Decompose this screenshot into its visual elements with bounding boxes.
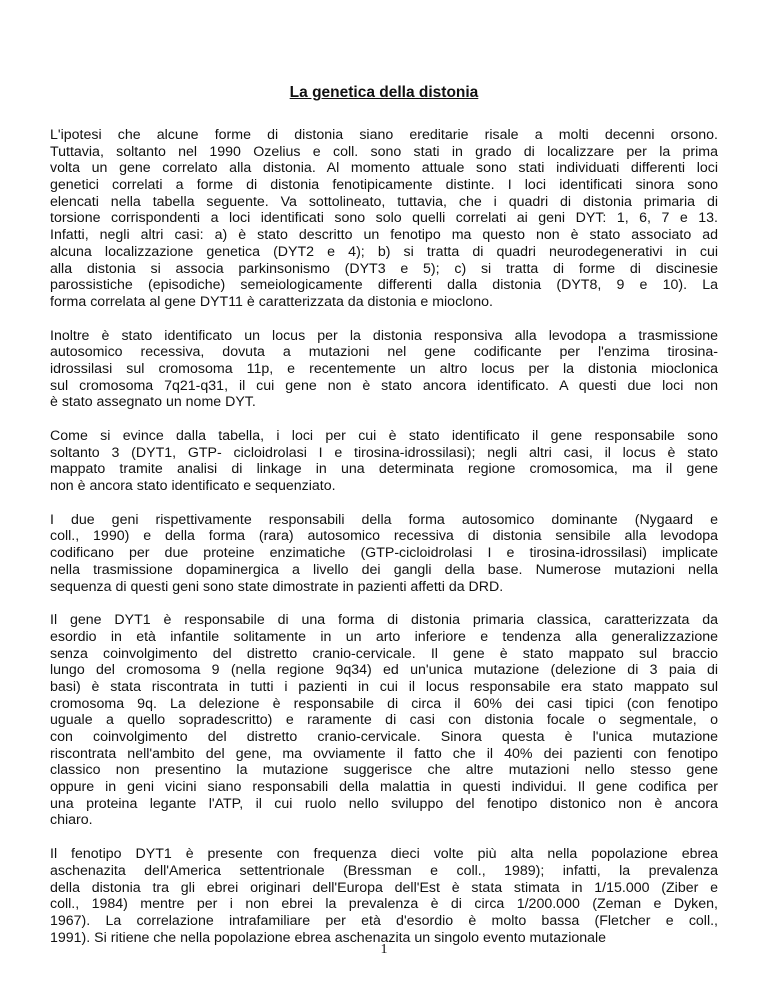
text-line: forma correlata al gene DYT11 è caratterizzata da distonia e mioclono. [50, 293, 493, 310]
paragraph [50, 328, 718, 411]
paragraph [50, 428, 718, 495]
text-line: alcuna localizzazione genetica (DYT2 e 4); b) si tratta di quadri neurodegenerativi in cui [50, 243, 718, 260]
text-line: alla distonia si associa parkinsonismo (DYT3 e 5); c) si tratta di forme di discinesie [50, 260, 718, 277]
text-line: Infatti, negli altri casi: a) è stato descritto un fenotipo ma questo non è stato associato ad [50, 227, 718, 244]
text-line: Tuttavia, soltanto nel 1990 Ozelius e coll. sono stati in grado di localizzare per la prima [50, 143, 718, 160]
text-line: classico non presentino la mutazione suggerisce che altre mutazioni nello stesso gene [50, 762, 718, 779]
document-body [50, 127, 718, 963]
text-line: mappato tramite analisi di linkage in una determinata regione cromosomica, ma il gene [50, 461, 718, 478]
text-line: basi) è stata riscontrata in tutti i pazienti in cui il locus responsabile era stato mappato sul [50, 678, 718, 695]
text-line: riscontrata nell'ambito del gene, ma ovviamente il fatto che il 40% dei pazienti con fenotipo [50, 745, 718, 762]
text-line: 1967). La correlazione intrafamiliare per età d'esordio è molto bassa (Fletcher e coll., [50, 912, 718, 929]
text-line: uguale a quello sopradescritto) e raramente di casi con distonia focale o segmentale, o [50, 712, 718, 729]
text-line: coll., 1984) mentre per i non ebrei la prevalenza è di circa 1/200.000 (Zeman e Dyken, [50, 896, 718, 913]
text-line: lungo del cromosoma 9 (nella regione 9q34) ed un'unica mutazione (delezione di 3 paia di [50, 662, 718, 679]
text-line: Il fenotipo DYT1 è presente con frequenza dieci volte più alta nella popolazione ebrea [50, 846, 718, 863]
text-line: soltanto 3 (DYT1, GTP- cicloidrolasi I e tirosina-idrossilasi); negli altri casi, il locus è stato [50, 444, 718, 461]
text-line: coll., 1990) e della forma (rara) autosomico recessiva di distonia sensibile alla levodopa [50, 528, 718, 545]
text-line: volta un gene correlato alla distonia. Al momento attuale sono stati individuati differenti loci [50, 160, 718, 177]
text-line: I due geni rispettivamente responsabili della forma autosomico dominante (Nygaard e [50, 511, 718, 528]
text-line: aschenazita dell'America settentrionale (Bressman e coll., 1989); infatti, la prevalenza [50, 862, 718, 879]
text-line: autosomico recessiva, dovuta a mutazioni nel gene codificante per l'enzima tirosina- [50, 344, 718, 361]
text-line: non è ancora stato identificato e sequenziato. [50, 478, 336, 495]
text-line: è stato assegnato un nome DYT. [50, 394, 256, 411]
text-line: elencati nella tabella seguente. Va sottolineato, tuttavia, che i quadri di distonia primaria di [50, 193, 718, 210]
text-line: senza coinvolgimento del distretto cranio-cervicale. Il gene è stato mappato sul braccio [50, 645, 718, 662]
text-line: Il gene DYT1 è responsabile di una forma di distonia primaria classica, caratterizzata da [50, 612, 718, 629]
paragraph [50, 612, 718, 829]
text-line: con coinvolgimento del distretto cranio-cervicale. Sinora questa è l'unica mutazione [50, 729, 718, 745]
paragraph [50, 846, 718, 946]
paragraph [50, 127, 718, 311]
text-line: chiaro. [50, 812, 93, 829]
paragraph [50, 512, 718, 595]
text-line: codificano per due proteine enzimatiche (GTP-cicloidrolasi I e tirosina-idrossilasi) implicate [50, 545, 718, 562]
page-title: La genetica della distonia [289, 84, 479, 101]
text-line: torsione corrispondenti a loci identificati sono solo quelli correlati ai geni DYT: 1, 6, 7 e 13. [50, 210, 718, 227]
text-line: sequenza di questi geni sono state dimostrate in pazienti affetti da DRD. [50, 578, 504, 595]
text-line: della distonia tra gli ebrei originari dell'Europa dell'Est è stata stimata in 1/15.000 (Ziber e [50, 879, 718, 896]
text-line: L'ipotesi che alcune forme di distonia siano ereditarie risale a molti decenni orsono. [50, 127, 718, 143]
text-line: esordio in età infantile solitamente in un arto inferiore e tendenza alla generalizzazione [50, 628, 718, 645]
page-number: 1 [380, 942, 388, 957]
text-line: 1991). Si ritiene che nella popolazione ebrea aschenazita un singolo evento mutazionale [50, 929, 607, 946]
text-line: Come si evince dalla tabella, i loci per cui è stato identificato il gene responsabile sono [50, 428, 718, 444]
text-line: parossistiche (episodiche) semeiologicamente differenti dalla distonia (DYT8, 9 e 10). La [50, 277, 718, 294]
text-line: oppure in geni vicini siano responsabili della malattia in questi individui. Il gene codifica per [50, 779, 718, 796]
text-line: nella trasmissione dopaminergica a livello dei gangli della base. Numerose mutazioni nella [50, 561, 718, 578]
text-line: Inoltre è stato identificato un locus per la distonia responsiva alla levodopa a trasmissione [50, 327, 718, 344]
text-line: cromosoma 9q. La delezione è responsabile di circa il 60% dei casi tipici (con fenotipo [50, 695, 718, 712]
text-line: una proteina legante l'ATP, il cui ruolo nello sviluppo del fenotipo distonico non è ancora [50, 795, 718, 812]
text-line: genetici correlati a forme di distonia fenotipicamente distinte. I loci identificati sinora sono [50, 177, 718, 194]
text-line: idrossilasi sul cromosoma 11p, e recentemente un altro locus per la distonia mioclonica [50, 360, 718, 377]
text-line: sul cromosoma 7q21-q31, il cui gene non è stato ancora identificato. A questi due loci non [50, 377, 718, 394]
